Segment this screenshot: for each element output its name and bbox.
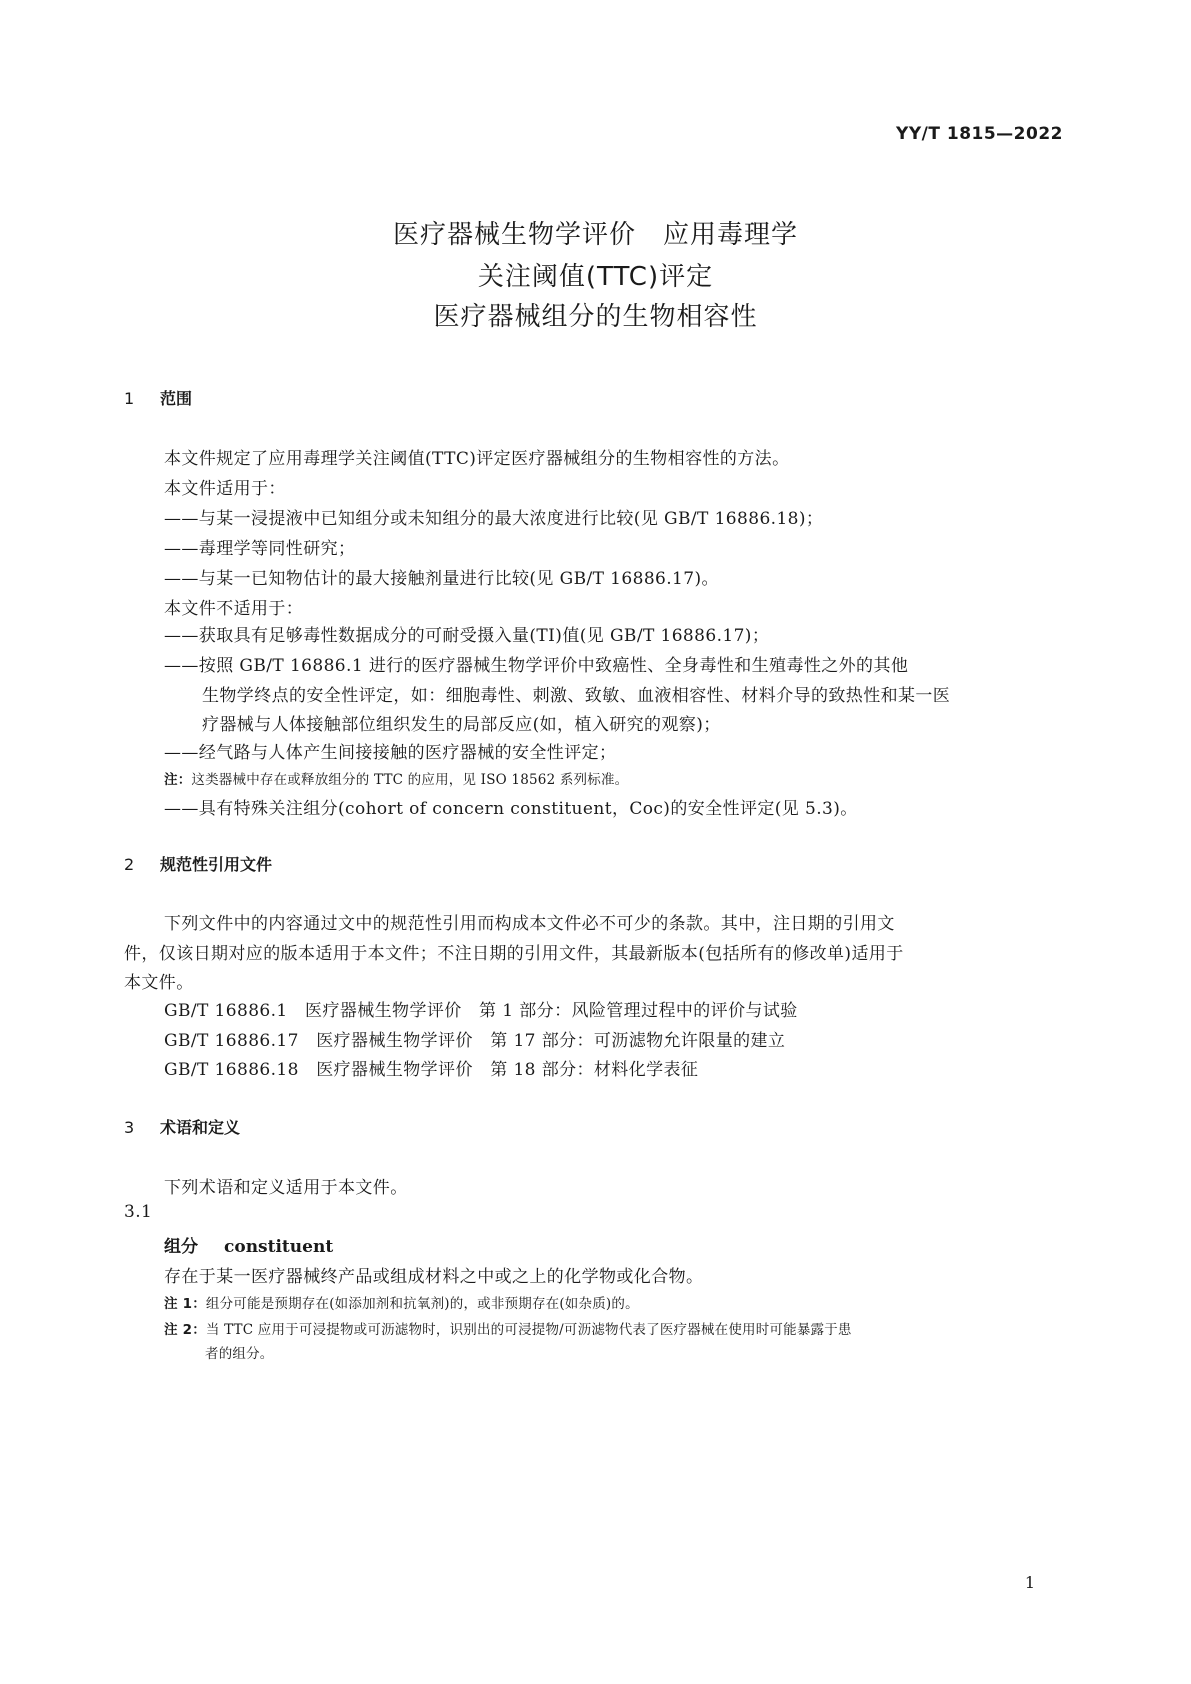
- note-label: 注：: [164, 772, 192, 788]
- title-line-1: 医疗器械生物学评价 应用毒理学: [392, 220, 798, 250]
- section-2-heading: [124, 852, 272, 875]
- section-number: 3: [124, 1118, 135, 1137]
- term-definition: 存在于某一医疗器械终产品或组成材料之中或之上的化学物或化合物。: [164, 1267, 704, 1287]
- term-entry: [164, 1232, 333, 1257]
- list-item: ——毒理学等同性研究；: [164, 539, 356, 559]
- section-3-heading: [124, 1115, 240, 1138]
- term-note-2-continuation: 者的组分。: [205, 1346, 274, 1362]
- normative-para-line: 下列文件中的内容通过文中的规范性引用而构成本文件必不可少的条款。其中，注日期的引用文: [164, 914, 895, 934]
- title-line-3: 医疗器械组分的生物相容性: [433, 302, 758, 332]
- reference-item: GB/T 16886.17 医疗器械生物学评价 第 17 部分：可沥滤物允许限量的建立: [164, 1031, 786, 1051]
- term-note-1: [164, 1292, 639, 1312]
- term-chinese: 组分: [164, 1237, 198, 1257]
- list-item: ——获取具有足够毒性数据成分的可耐受摄入量(TI)值(见 GB/T 16886.17)；: [164, 626, 770, 646]
- applies-label: 本文件适用于：: [164, 479, 286, 499]
- section-number: 1: [124, 389, 135, 408]
- term-note-2: [164, 1318, 852, 1338]
- scope-intro: 本文件规定了应用毒理学关注阈值(TTC)评定医疗器械组分的生物相容性的方法。: [164, 449, 790, 469]
- section-1-heading: [124, 386, 192, 409]
- terms-intro: 下列术语和定义适用于本文件。: [164, 1178, 408, 1198]
- list-item: ——具有特殊关注组分(cohort of concern constituent，Coc)的安全性评定(见 5.3)。: [164, 799, 858, 819]
- note-label: 注 2：: [164, 1322, 206, 1338]
- note-label: 注 1：: [164, 1296, 206, 1312]
- page-number: 1: [1024, 1573, 1035, 1592]
- scope-note: [164, 768, 628, 788]
- reference-item: GB/T 16886.18 医疗器械生物学评价 第 18 部分：材料化学表征: [164, 1060, 699, 1080]
- list-item: ——与某一已知物估计的最大接触剂量进行比较(见 GB/T 16886.17)。: [164, 569, 719, 589]
- document-number: YY/T 1815—2022: [896, 124, 1063, 144]
- list-item-continuation: 生物学终点的安全性评定，如：细胞毒性、刺激、致敏、血液相容性、材料介导的致热性和某一医: [202, 686, 951, 706]
- list-item: ——按照 GB/T 16886.1 进行的医疗器械生物学评价中致癌性、全身毒性和生殖毒性之外的其他: [164, 656, 909, 676]
- list-item: ——与某一浸提液中已知组分或未知组分的最大浓度进行比较(见 GB/T 16886.18)；: [164, 509, 824, 529]
- note-text: 当 TTC 应用于可浸提物或可沥滤物时，识别出的可浸提物/可沥滤物代表了医疗器械在使用时可能暴露于患: [205, 1322, 852, 1338]
- reference-item: GB/T 16886.1 医疗器械生物学评价 第 1 部分：风险管理过程中的评价与试验: [164, 1001, 798, 1021]
- title-line-2: 关注阈值(TTC)评定: [477, 262, 714, 292]
- section-title: 规范性引用文件: [160, 855, 273, 874]
- term-english: constituent: [224, 1237, 334, 1257]
- subclause-number: 3.1: [124, 1202, 153, 1222]
- section-title: 范围: [160, 389, 193, 408]
- section-number: 2: [124, 855, 135, 874]
- note-text: 组分可能是预期存在(如添加剂和抗氧剂)的，或非预期存在(如杂质)的。: [205, 1296, 639, 1312]
- section-title: 术语和定义: [160, 1118, 241, 1137]
- list-item-continuation: 疗器械与人体接触部位组织发生的局部反应(如，植入研究的观察)；: [202, 715, 721, 735]
- normative-para-line: 件，仅该日期对应的版本适用于本文件；不注日期的引用文件，其最新版本(包括所有的修改单)适用于: [124, 944, 904, 964]
- note-text: 这类器械中存在或释放组分的 TTC 的应用，见 ISO 18562 系列标准。: [191, 772, 629, 788]
- list-item: ——经气路与人体产生间接接触的医疗器械的安全性评定；: [164, 743, 617, 763]
- not-applies-label: 本文件不适用于：: [164, 599, 304, 619]
- normative-para-line: 本文件。: [124, 973, 194, 993]
